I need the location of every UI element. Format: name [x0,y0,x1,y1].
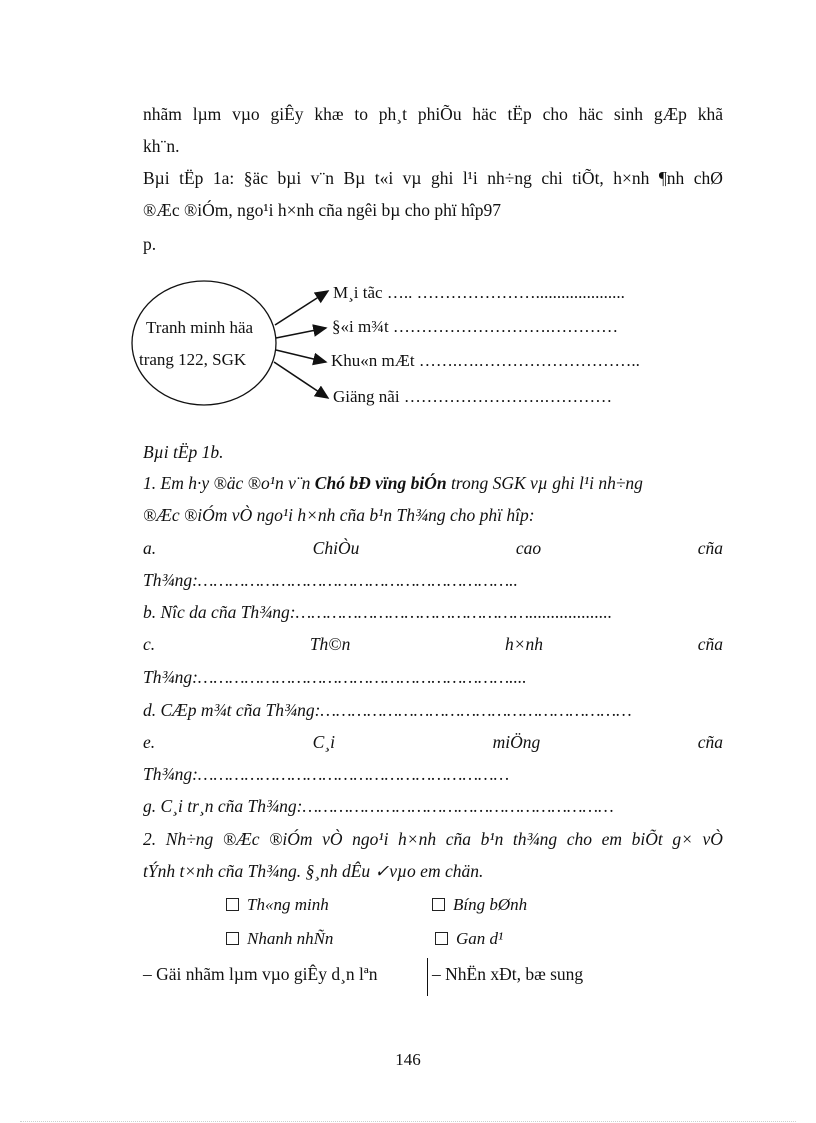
word: g× [672,829,693,849]
word: sinh [613,104,643,124]
word: khã [697,104,723,124]
checkbox-icon[interactable] [435,932,448,945]
word: v¨n [310,168,334,188]
word: vµ [402,168,422,188]
word: ngo¹i [352,829,389,849]
arrow-3 [276,350,326,362]
item-a-line [143,536,723,560]
word: §äc [243,168,269,188]
word: ghi [430,168,454,188]
diagram-center-line-1: Tranh minh häa [146,318,254,337]
item-e-line [143,730,723,754]
item-b-line: b. Nîc da cña Th¾ng:………………………………………................... [143,602,613,622]
word: nhãm [143,104,182,124]
choice-smart[interactable]: Th«ng minh [226,895,329,915]
item-a-continuation: Th¾ng:…………………………………………………….. [143,570,518,590]
word: cho [566,829,593,849]
word: tËp [179,168,204,188]
word: vÒ [322,829,343,849]
choice-agile[interactable]: Nhanh nhÑn [226,929,333,949]
question-1-line-1 [143,471,723,495]
diagram-item-voice: Giäng nãi …………………….………… [333,387,613,406]
word: Th©n [309,634,351,654]
word: gÆp [653,104,687,124]
choice-stubborn[interactable]: Bíng bØnh [432,895,527,915]
choice-brave[interactable]: Gan d¹ [435,929,503,949]
question-1-prefix: 1. Em h·y ®äc ®o¹n v¨n [143,473,315,493]
checkbox-icon[interactable] [226,932,239,945]
item-c-line [143,632,723,656]
item-c-continuation: Th¾ng:…………………………………………………….... [143,667,527,687]
activity-left: – Gäi nhãm lµm vµo giÊy d¸n lªn [143,964,378,984]
word: häc [472,104,497,124]
activity-right: – NhËn xÐt, bæ sung [432,964,584,984]
word: l¹i [462,168,478,188]
story-title: Chó bÐ vïng biÓn [314,473,447,493]
word: ®iÓm [269,829,313,849]
word: miÖng [492,732,541,752]
question-2-line-1 [143,827,723,851]
word: th¾ng [512,829,558,849]
item-g-line: g. C¸i tr¸n cña Th¾ng:…………………………………………………… [143,796,614,816]
exercise-1a-line-2: ®Æc ®iÓm, ngo¹i h×nh cña ngêi bµ cho phï hîp97 [143,200,501,220]
exercise-1b-heading: Bµi tËp 1b. [143,442,224,462]
word: h×nh [398,829,437,849]
word: ®Æc [222,829,260,849]
word: chØ [693,168,723,188]
word: ChiÒu [312,538,360,558]
word: Bµ [343,168,366,188]
word: häc [578,104,603,124]
question-1-suffix: trong SGK vµ ghi l¹i nh÷ng [446,473,643,493]
word: cña [697,732,723,752]
word: cho [542,104,568,124]
word: biÕt [631,829,663,849]
word: vÒ [702,829,723,849]
word: lµm [192,104,222,124]
exercise-1a-line-3: p. [143,234,157,254]
word: a. [143,538,157,558]
column-divider [427,958,428,996]
word: bµi [277,168,302,188]
word: e. [143,732,156,752]
word: h×nh [505,634,544,654]
arrow-1 [275,291,328,325]
word: tiÕt, [572,168,604,188]
word: phiÕu [417,104,462,124]
word: khæ [314,104,344,124]
word: to [354,104,368,124]
center-ellipse [132,281,276,405]
page-number: 146 [395,1050,421,1069]
question-2-line-2: tÝnh t×nh cña Th¾ng. §¸nh dÊu ✓vµo em chän. [143,861,484,881]
word: Nh÷ng [165,829,214,849]
word: em [601,829,623,849]
diagram-item-face: Khu«n mÆt …….….……………………….. [331,351,640,370]
item-e-continuation: Th¾ng:…………………………………………………… [143,764,510,784]
word: ¶nh [658,168,685,188]
checkbox-icon[interactable] [432,898,445,911]
word: b¹n [480,829,504,849]
word: c. [143,634,156,654]
word: vµo [232,104,260,124]
word: giÊy [270,104,304,124]
diagram-center-line-2: trang 122, SGK [139,350,247,369]
word: chi [541,168,563,188]
checkbox-icon[interactable] [226,898,239,911]
word: tËp [507,104,532,124]
arrow-2 [276,328,326,338]
word: nh÷ng [487,168,532,188]
word: C¸i [312,732,336,752]
word: 2. [143,829,157,849]
word: cña [445,829,471,849]
diagram-item-eyes: §«i m¾t ……………………….………… [332,317,619,336]
word: cña [697,634,723,654]
word: Bµi [143,168,170,188]
question-1-line-2: ®Æc ®iÓm vÒ ngo¹i h×nh cña b¹n Th¾ng cho phï hîp: [143,505,535,525]
word: cña [697,538,723,558]
footer-rule [20,1121,796,1122]
word: t«i [374,168,394,188]
word: h×nh [613,168,650,188]
diagram-item-hair: M¸i tãc ….. …………………..................... [333,283,625,302]
word: 1a: [212,168,235,188]
word: ph¸t [378,104,407,124]
arrow-4 [274,362,328,398]
item-d-line: d. CÆp m¾t cña Th¾ng:…………………………………………………… [143,700,632,720]
word: cao [515,538,542,558]
intro-line-2: kh¨n. [143,136,180,156]
